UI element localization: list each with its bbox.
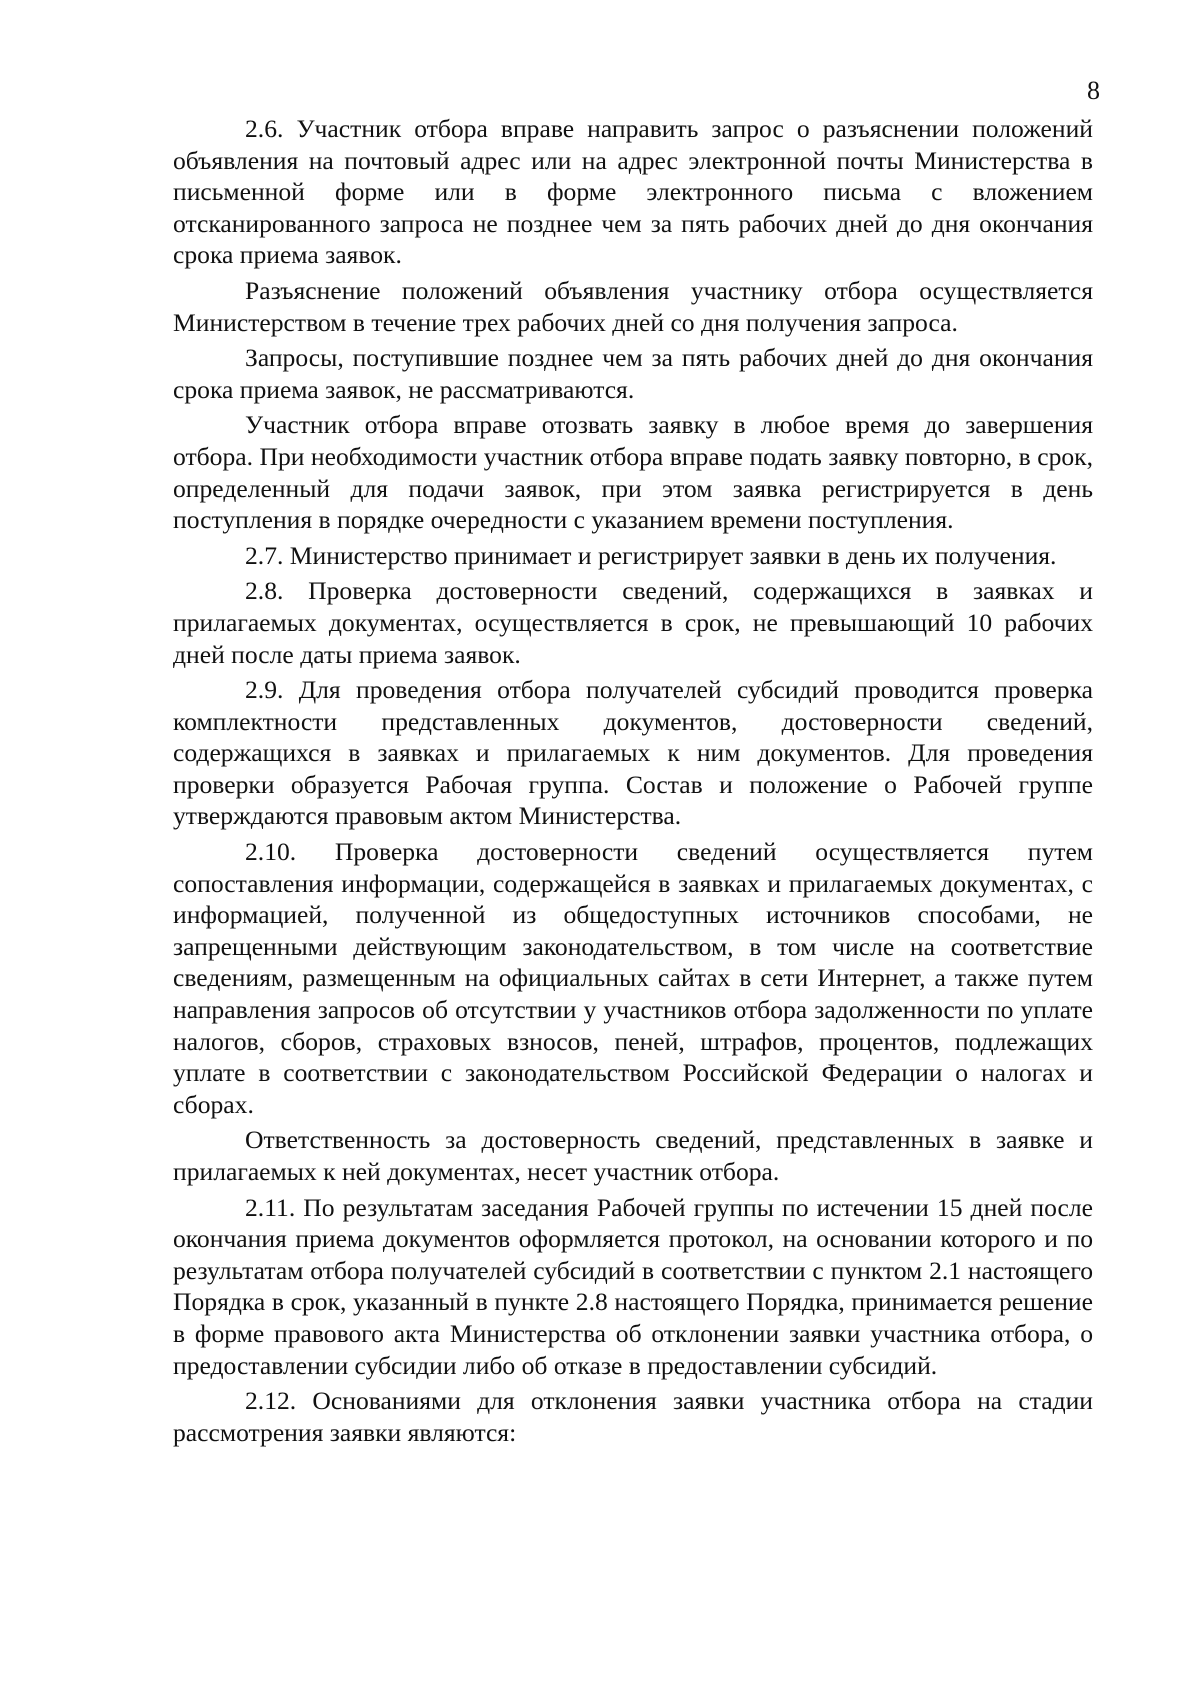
- paragraph-2-12: 2.12. Основаниями для отклонения заявки участника отбора на стадии рассмотрения заявки являются:: [173, 1386, 1093, 1447]
- paragraph-clarification: Разъяснение положений объявления участнику отбора осуществляется Министерством в течение трех рабочих дней со дня получения запроса.: [173, 275, 1093, 337]
- document-body: [173, 113, 1093, 1452]
- paragraph-withdraw-application: Участник отбора вправе отозвать заявку в любое время до завершения отбора. При необходимости участник отбора вправе подать заявку повторно, в срок, определенный для подачи заявок, при этом заявка регистрируется в день поступления в порядке очередности с указанием времени поступления.: [173, 410, 1093, 535]
- page-number: 8: [1087, 76, 1100, 105]
- paragraph-responsibility: Ответственность за достоверность сведений, представленных в заявке и прилагаемых к ней документах, несет участник отбора.: [173, 1125, 1093, 1186]
- paragraph-2-6: 2.6. Участник отбора вправе направить запрос о разъяснении положений объявления на почтовый адрес или на адрес электронной почты Министерства в письменной форме или в форме электронного письма с вложением отсканированного запроса не позднее чем за пять рабочих дней до дня окончания срока приема заявок.: [173, 114, 1093, 270]
- paragraph-late-requests: Запросы, поступившие позднее чем за пять рабочих дней до дня окончания срока приема заявок, не рассматриваются.: [173, 343, 1093, 404]
- paragraph-2-11: 2.11. По результатам заседания Рабочей группы по истечении 15 дней после окончания приема документов оформляется протокол, на основании которого и по результатам отбора получателей субсидий в соответствии с пунктом 2.1 настоящего Порядка в срок, указанный в пункте 2.8 настоящего Порядка, принимается решение в форме правового акта Министерства об отклонении заявки участника отбора, о предоставлении субсидии либо об отказе в предоставлении субсидий.: [173, 1192, 1093, 1380]
- paragraph-2-10: 2.10. Проверка достоверности сведений осуществляется путем сопоставления информации, содержащейся в заявках и прилагаемых документах, с информацией, полученной из общедоступных источников способами, не запрещенными действующим законодательством, в том числе на соответствие сведениям, размещенным на официальных сайтах в сети Интернет, а также путем направления запросов об отсутствии у участников отбора задолженности по уплате налогов, сборов, страховых взносов, пеней, штрафов, процентов, подлежащих уплате в соответствии с законодательством Российской Федерации о налогах и сборах.: [173, 837, 1093, 1119]
- paragraph-2-8: 2.8. Проверка достоверности сведений, содержащихся в заявках и прилагаемых документах, осуществляется в срок, не превышающий 10 рабочих дней после даты приема заявок.: [173, 576, 1093, 669]
- paragraph-2-7: 2.7. Министерство принимает и регистрирует заявки в день их получения.: [245, 540, 1057, 570]
- paragraph-2-9: 2.9. Для проведения отбора получателей субсидий проводится проверка комплектности представленных документов, достоверности сведений, содержащихся в заявках и прилагаемых к ним документов. Для проведения проверки образуется Рабочая группа. Состав и положение о Рабочей группе утверждаются правовым актом Министерства.: [173, 675, 1093, 831]
